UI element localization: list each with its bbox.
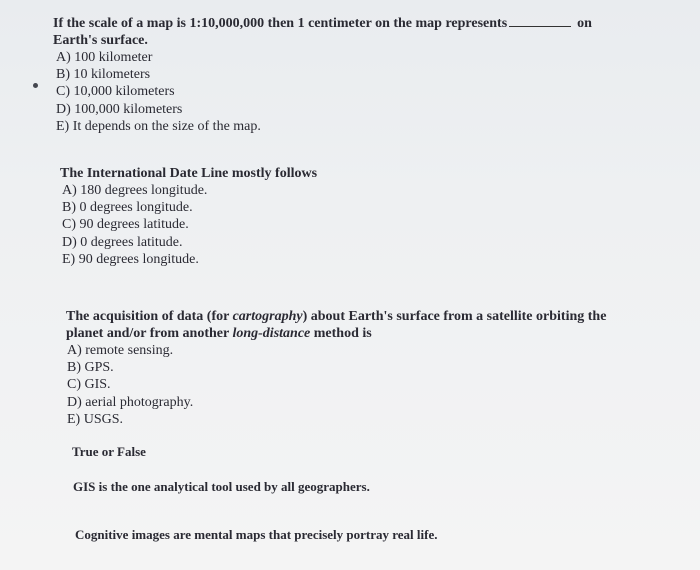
question-3-stem-line1 [66, 308, 606, 325]
selection-dot [33, 83, 38, 88]
question-1-stem-text: If the scale of a map is 1:10,000,000 then 1 centimeter on the map represents [53, 16, 508, 31]
answer-blank [509, 16, 571, 27]
question-1-stem [53, 15, 653, 32]
option-d[interactable]: D) aerial photography. [67, 394, 194, 410]
question-1-stem-line2: Earth's surface. [53, 33, 148, 48]
option-d[interactable]: D) 0 degrees latitude. [62, 234, 183, 250]
option-b[interactable]: B) GPS. [67, 360, 114, 376]
option-e[interactable]: E) USGS. [67, 411, 124, 427]
question-3-stem-l1b: ) about Earth's surface from a satellite orbiting the [302, 309, 607, 324]
question-1-options [56, 49, 653, 135]
option-b[interactable]: B) 0 degrees longitude. [62, 200, 193, 216]
question-3-stem-line2 [66, 325, 606, 342]
option-c[interactable]: C) 10,000 kilometers [56, 84, 175, 100]
option-d[interactable]: D) 100,000 kilometers [56, 101, 183, 117]
question-3-stem-l2b: method is [310, 326, 372, 341]
true-false-statement-1[interactable]: GIS is the one analytical tool used by all geographers. [73, 479, 370, 494]
question-2-options [62, 182, 317, 268]
true-false-heading: True or False [72, 444, 146, 459]
option-a[interactable]: A) 100 kilometer [56, 50, 153, 65]
option-a[interactable]: A) remote sensing. [67, 343, 174, 358]
true-false-statement-2[interactable]: Cognitive images are mental maps that precisely portray real life. [75, 527, 438, 542]
question-3-stem-l2-italic: long-distance [232, 326, 311, 341]
option-b[interactable]: B) 10 kilometers [56, 67, 151, 83]
question-1 [53, 15, 653, 135]
option-a[interactable]: A) 180 degrees longitude. [62, 183, 208, 198]
question-3-options [67, 342, 606, 428]
question-2-stem: The International Date Line mostly follows [60, 166, 318, 181]
question-3-stem-l2a: planet and/or from another [66, 326, 233, 341]
question-2 [60, 165, 317, 268]
question-3-stem-l1-italic: cartography [232, 309, 303, 324]
question-1-stem-after-blank: on [577, 16, 592, 31]
question-3-stem-l1a: The acquisition of data (for [66, 309, 233, 324]
option-c[interactable]: C) GIS. [67, 377, 111, 393]
option-c[interactable]: C) 90 degrees latitude. [62, 217, 189, 233]
option-e[interactable]: E) It depends on the size of the map. [56, 118, 261, 134]
option-e[interactable]: E) 90 degrees longitude. [62, 251, 199, 267]
question-3 [66, 308, 606, 428]
